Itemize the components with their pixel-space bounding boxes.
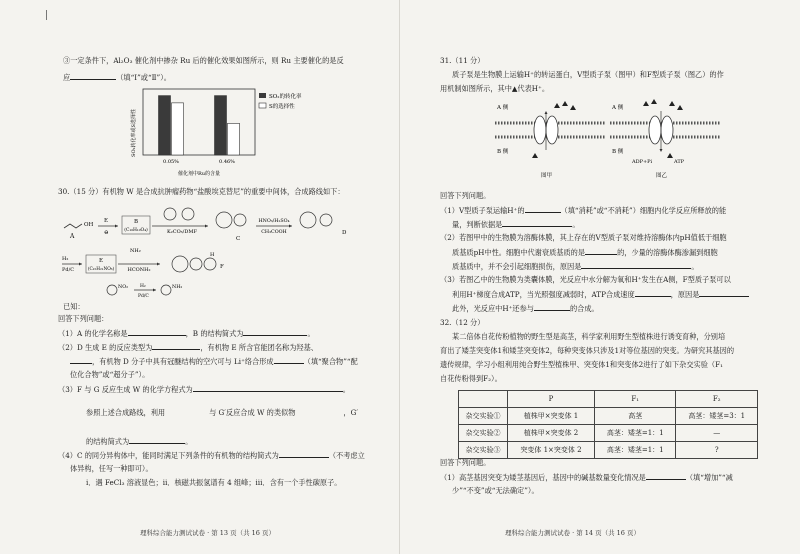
table-cell: ? [676,442,758,459]
side-a-label: A 侧 [612,105,624,111]
proton-triangle [643,101,649,106]
q31-2-line2: 质基质pH中性。细胞中代谢衰质基质的是 的，少量的溶酶体酶渗漏到细胞 [452,248,718,257]
q32-1-line2: 少”“不变”或“无法确定”）。 [452,486,539,495]
answer-blank[interactable] [534,303,570,311]
compound-e-formula: (C₁₅H₂₁NO₆) [87,267,115,272]
pump-protein-left [534,116,546,144]
pump-protein-right [661,116,673,144]
q30-2-line2: ，有机物 D 分子中具有冠醚结构的空穴可与 Li⁺络合形成 （填“聚合物”“配 [70,356,358,367]
q31-1-line2: 量，判断依据是 。 [452,220,580,229]
figure-f-type-pump [610,95,720,180]
figure-a-caption: 图甲 [541,173,553,179]
q32-answer-intro: 回答下列问题。 [440,458,491,467]
benzene-ring-structure [190,258,202,270]
arrow-head [660,149,663,152]
legend-swatch-conversion [259,93,266,98]
side-a-label: A 侧 [497,105,509,111]
table-cell: 高茎：矮茎=3：1 [676,408,758,425]
table-header-cell: F₁ [595,391,676,408]
arrow-head [79,263,82,266]
q31-line1: 质子泵是生物膜上运输H⁺的转运蛋白，V型质子泵（图甲）和F型质子泵（图乙）的作 [452,70,724,79]
table-header-cell: F₂ [676,391,758,408]
pump-protein-right [546,116,558,144]
chart-bar-selectivity [228,123,240,155]
q30-4-conditions: ⅰ．遇 FeCl₃ 溶液显色；ⅱ．核磁共振氢谱有 4 组峰；ⅲ．含有一个手性碳原子。 [86,478,342,487]
q32-line2: 育出了矮茎突变体1和矮茎突变体2，每种突变体只涉及1对等位基因的突变。为研究其基因的 [440,346,735,355]
q30-2-line3: 位化合物”或“超分子”）。 [70,370,150,379]
crown-ring-structure [216,212,232,228]
q32-title: 32.（12 分） [440,318,485,327]
benzene-ring-structure [320,214,332,226]
nh2-label: NH₂ [172,285,183,290]
answer-blank[interactable] [129,436,185,444]
table-cell: 杂交实验② [459,425,508,442]
proton-triangle [532,153,538,158]
answer-blank[interactable] [502,219,572,227]
reagent-label: HCONH₂ [127,267,151,273]
proton-triangle [570,105,576,110]
arrow-head [205,225,208,228]
reagent-label: HNO₃/H₂SO₄ [258,219,290,224]
reagent-label: Pd/C [138,294,149,298]
q30-1: （1）A 的化学名称是 ，B 的结构简式为 。 [58,329,315,338]
table-cell: — [676,425,758,442]
table-cell: 高茎 [595,408,676,425]
ring-structure [182,208,194,220]
pump-protein-left [649,116,661,144]
crown-ring-structure [300,212,316,228]
q31-2-line3: 质基质中，并不会引起细胞损伤，原因是 。 [452,262,699,271]
q32-line4: 自花传粉得到F₂）。 [440,374,502,383]
table-cell: 植株甲×突变体 2 [508,425,595,442]
left-page-footer: 理科综合能力测试试卷 · 第 13 页（共 16 页） [140,529,276,537]
table-row [459,442,758,459]
q31-answer-intro: 回答下列问题。 [440,191,491,200]
answer-blank[interactable] [70,72,116,80]
arrow-head [545,111,548,114]
aniline-ring [161,285,171,295]
chart-bar-conversion [215,96,227,155]
synthesis-scheme [60,198,380,298]
side-b-label: B 侧 [497,149,509,155]
q31-line2: 用机制如图所示，其中▲代表H⁺。 [440,84,550,93]
answer-blank[interactable] [243,328,307,336]
q30-3c: 的结构简式为 。 [86,437,193,446]
compound-a-structure [64,224,82,228]
right-page-footer: 理科综合能力测试试卷 · 第 14 页（共 16 页） [505,529,641,537]
oh-label: OH [84,222,94,228]
answer-blank[interactable] [279,450,329,458]
side-b-label: B 侧 [612,149,624,155]
figure-b-caption: 图乙 [656,173,668,179]
reagent-label: E [104,218,109,224]
answer-blank[interactable] [646,472,686,480]
chart-xlabel: 催化剂中Ru的含量 [178,171,220,177]
q30-2-line1: （2）D 生成 E 的反应类型为 ，有机物 E 所含官能团名称为羟基、 [58,343,318,352]
benzene-ring-structure [234,214,246,226]
compound-b-formula: (C₁₀H₁₀O₄) [124,228,148,233]
figure-v-type-pump [495,95,605,180]
table-cell: 突变体 1×突变体 2 [508,442,595,459]
q31-3-line1: （3）若图乙中的生物膜为类囊体膜，光反应中水分解为氧和H⁺发生在A侧，F型质子泵可以 [440,275,731,284]
q30-intro: 30.（15 分）有机物 W 是合成抗肿瘤药物“盐酸埃克替尼”的重要中间体，合成路线如下： [58,187,345,196]
reagent-label: Pd/C [62,267,75,273]
table-cell: 高茎：矮茎=1：1 [595,442,676,459]
crown-ring-structure [172,256,188,272]
adp-label: ADP+Pi [632,159,653,165]
compound-d-label: D [342,230,347,236]
answer-blank[interactable] [128,328,186,336]
reagent-label: K₂CO₃/DMF [167,229,197,235]
right-page [400,0,800,554]
nh2-label: NH₂ [130,248,141,254]
answer-blank[interactable] [699,289,749,297]
atp-label: ATP [674,159,685,165]
ru-catalysis-chart [127,87,377,179]
arrow-head [153,289,156,292]
arrow-head [115,225,118,228]
answer-blank[interactable] [193,384,343,392]
q31-3-line3: 此外，光反应中H⁺还参与 的合成。 [452,304,599,313]
q32-1-line1: （1）高茎基因突变为矮茎基因后，基因中的碱基数量变化情况是 （填“增加”“减 [440,473,733,482]
q30-3b: 参照上述合成路线，利用 与 G′反应合成 W 的类似物 ，G′ [86,408,358,417]
compound-e-label: E [98,258,104,264]
table-header-cell: P [508,391,595,408]
proton-triangle [562,101,568,106]
chart-category-label: 0.46% [219,159,235,165]
chart-ylabel: SO₂转化率或S选择性 [131,109,137,157]
ring-structure [164,208,176,220]
answer-blank[interactable] [525,205,561,213]
q30-4-line1: （4）C 的同分异构体中，能同时满足下列条件的有机物的结构简式为 （不考虑立 [58,451,365,460]
q29-3-line2: 应 （填“Ⅰ”或“Ⅱ”）。 [63,73,171,82]
q32-line1: 某二倍体自花传粉植物的野生型是高茎，科学家利用野生型植株进行诱变育种，分别培 [452,332,726,341]
q30-4-line2: 体异构，任写一种即可）。 [70,464,153,473]
q31-1-line1: （1）V型质子泵运输H⁺的 （填“消耗”或“不消耗”）细胞内化学反应所释放的能 [440,206,727,215]
table-row [459,425,758,442]
arrow-head [289,225,292,228]
q32-line3: 遗传规律，学习小组利用纯合野生型植株甲、突变体1和突变体2进行了如下杂交实验（F₁ [440,360,723,369]
nitrobenzene-ring [107,285,117,295]
chart-category-label: 0.05% [163,159,179,165]
answer-blank[interactable] [152,342,200,350]
legend-swatch-selectivity [259,103,266,108]
known-label: 已知： [63,302,85,311]
reagent-label: ⊖ [104,230,109,236]
answer-blank[interactable] [70,356,92,364]
answer-blank[interactable] [585,247,617,255]
reagent-label: H₂ [62,256,69,262]
table-cell: 杂交实验① [459,408,508,425]
legend-label-selectivity: S的选择性 [269,104,295,110]
q31-3-line2: 利用H⁺梯度合成ATP，当光照强度减弱时，ATP合成速度 ，原因是 [452,289,749,300]
proton-triangle [554,103,560,108]
chart-bar-conversion [159,96,171,155]
table-cell: 植株甲×突变体 1 [508,408,595,425]
table-header-row [459,391,758,408]
proton-triangle [667,153,673,158]
arrow-head [157,263,160,266]
compound-f-label: F [220,264,224,270]
table-header-cell [459,391,508,408]
cross-experiment-table [458,390,758,459]
legend-label-conversion: SO₂的转化率 [269,94,302,100]
q30-3: （3）F 与 G 反应生成 W 的化学方程式为 。 [58,385,350,394]
cho-label: H [210,252,215,258]
answer-blank[interactable] [274,356,304,364]
answer-blank[interactable] [581,261,691,269]
proton-triangle [651,99,657,104]
table-row [459,408,758,425]
q31-title: 31.（11 分） [440,56,485,65]
chart-bar-selectivity [172,103,184,155]
table-cell: 高茎：矮茎=1：1 [595,425,676,442]
q31-2-line1: （2）若图甲中的生物膜为溶酶体膜，其上存在的V型质子泵对维持溶酶体内pH值低于细胞 [440,233,727,242]
q29-3-line1: ③一定条件下，Al₂O₃ 催化剂中掺杂 Ru 后的催化效果如图所示，则 Ru 主要催化的是反 [63,56,344,65]
table-cell: 杂交实验③ [459,442,508,459]
q30-answer-intro: 回答下列问题： [58,314,109,323]
compound-c-label: C [236,236,241,242]
reagent-label: CH₃COOH [261,230,287,235]
compound-b-label: B [133,219,139,225]
proton-triangle [669,101,675,106]
answer-blank[interactable] [635,289,671,297]
proton-triangle [677,105,683,110]
reagent-label: H₂ [140,284,146,289]
pyrimidine-ring-structure [204,258,216,270]
chart-bars [159,96,240,155]
no2-label: NO₂ [118,285,129,290]
scan-mark [46,10,47,20]
compound-a-label: A [70,233,75,240]
